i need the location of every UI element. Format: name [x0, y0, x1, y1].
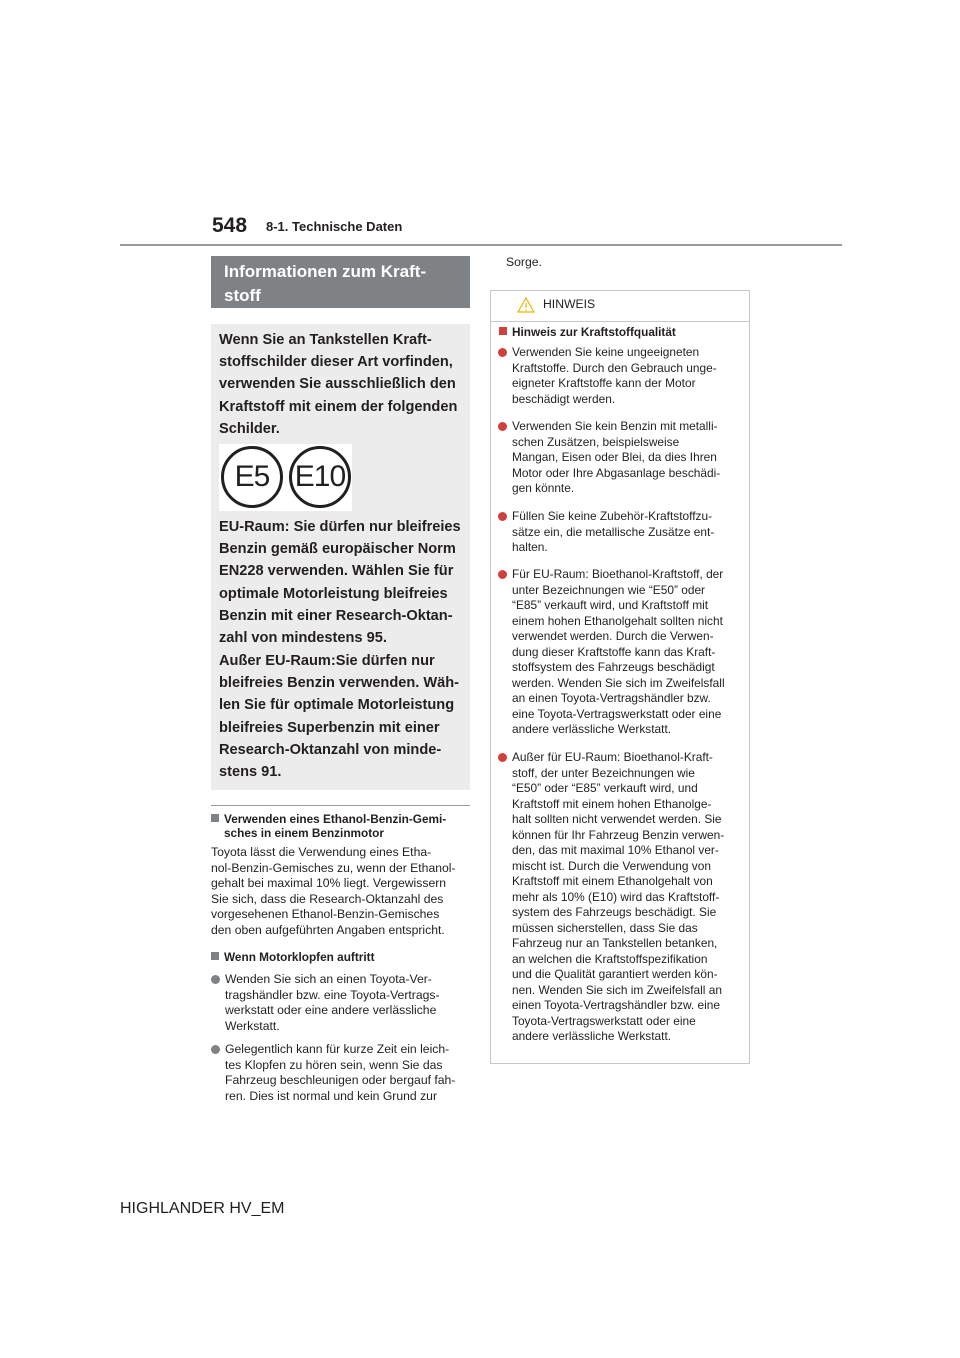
ethanol-heading: Verwenden eines Ethanol-Benzin-Gemi- sches in einem Benzinmotor: [224, 812, 447, 840]
ethanol-heading-wrap: [211, 812, 474, 840]
list-item: [498, 750, 752, 1045]
notice-header: [491, 291, 749, 322]
notice-bullet-4: Für EU-Raum: Bioethanol-Kraftstoff, der unter Bezeichnungen wie “E50” oder “E85” verkauft wird, und Kraftstoff mit einem hohen Ethanolgehalt sollten nicht verwendet werden. Durch die Verwen- dung dieser Kraftstoffe kann das Kraft- stoffsystem des Fahrzeugs beschädigt werden. Wenden Sie sich im Zweifelsfall an einen Toyota-Vertragshändler bzw. eine Toyota-Vertragswerkstatt oder eine andere verlässliche Werkstatt.: [512, 567, 725, 736]
round-bullet-icon: [498, 753, 507, 762]
warning-triangle-icon: [517, 297, 535, 313]
notice-bullet-3: Füllen Sie keine Zubehör-Kraftstoffzu- sätze ein, die metallische Zusätze ent- halten.: [512, 509, 715, 554]
square-bullet-icon: [211, 814, 219, 822]
notice-label: HINWEIS: [543, 297, 596, 311]
section-rule: [211, 805, 470, 806]
square-bullet-icon: [499, 327, 507, 335]
info-box: [211, 324, 470, 790]
round-bullet-icon: [211, 1045, 220, 1054]
section-title: 8-1. Technische Daten: [266, 219, 403, 234]
knock-heading-wrap: [211, 950, 474, 964]
knock-bullet-2: Gelegentlich kann für kurze Zeit ein leich- tes Klopfen zu hören sein, wenn Sie das Fahrzeug beschleunigen oder bergauf fah- ren. Dies ist normal und kein Grund zur: [225, 1042, 456, 1103]
list-item: [498, 509, 752, 556]
knock-heading: Wenn Motorklopfen auftritt: [224, 950, 375, 964]
list-item: [211, 972, 475, 1034]
notice-bullet-1: Verwenden Sie keine ungeeigneten Kraftstoffe. Durch den Gebrauch unge- eigneter Kraftstoffe kann der Motor beschädigt werden.: [512, 345, 717, 406]
header-rule: [120, 244, 842, 246]
notice-heading-wrap: [499, 325, 752, 339]
square-bullet-icon: [211, 952, 219, 960]
knock-bullet-1: Wenden Sie sich an einen Toyota-Ver- tragshändler bzw. eine Toyota-Vertrags- werkstatt oder eine andere verlässliche Werkstatt.: [225, 972, 440, 1033]
notice-bullet-2: Verwenden Sie kein Benzin mit metalli- schen Zusätzen, beispielsweise Mangan, Eisen oder Blei, da dies Ihren Motor oder Ihre Abgasanlage beschädi- gen könnte.: [512, 419, 721, 495]
info-paragraph-labels: Wenn Sie an Tankstellen Kraft- stoffschilder dieser Art vorfinden, verwenden Sie ausschließlich den Kraftstoff mit einem der folgenden Schilder.: [219, 332, 458, 437]
page-number: 548: [212, 214, 248, 237]
list-item: [211, 1042, 477, 1104]
round-bullet-icon: [498, 348, 507, 357]
round-bullet-icon: [498, 570, 507, 579]
fuel-label-logos: [219, 444, 352, 511]
e5-label-icon: E5: [221, 446, 283, 508]
list-item: [498, 345, 752, 407]
info-paragraph-eu: EU-Raum: Sie dürfen nur bleifreies Benzin gemäß europäischer Norm EN228 verwenden. Wählen Sie für optimale Motorleistung bleifreies Benzin mit einer Research-Oktan- zahl von mindestens 95.: [219, 519, 461, 647]
e10-label-icon: E10: [289, 446, 351, 508]
info-paragraph-non-eu: Außer EU-Raum:Sie dürfen nur bleifreies Benzin verwenden. Wäh- len Sie für optimale Motorleistung bleifreies Superbenzin mit einer Research-Oktanzahl von minde- stens 91.: [219, 653, 460, 781]
notice-box: [490, 290, 750, 1064]
footer-model: HIGHLANDER HV_EM: [120, 1200, 285, 1217]
round-bullet-icon: [498, 512, 507, 521]
notice-bullet-5: Außer für EU-Raum: Bioethanol-Kraft- stoff, der unter Bezeichnungen wie “E50” oder “E85” verkauft wird, und Kraftstoff mit einem hohen Ethanolge- halt sollten nicht verwendet werden. Sie können für Ihr Fahrzeug Benzin verwen- den, das mit maximal 10% Ethanol ver- mischt ist. Durch die Verwendung von Kraftstoff mit einem Ethanolgehalt von mehr als 10% (E10) wird das Kraftstoff- system des Fahrzeugs beschädigt. Sie müssen sicherstellen, dass Sie das Fahrzeug nur an Tankstellen betanken, an welchen die Kraftstoffspezifikation und die Qualität garantiert werden kön- nen. Wenden Sie sich im Zweifelsfall an einen Toyota-Vertragshändler bzw. eine Toyota-Vertragswerkstatt oder eine andere verlässliche Werkstatt.: [512, 750, 725, 1043]
round-bullet-icon: [211, 975, 220, 984]
ethanol-text: Toyota lässt die Verwendung eines Etha- nol-Benzin-Gemisches zu, wenn der Ethanol- gehalt bei maximal 10% liegt. Vergewissern Sie sich, dass die Research-Oktanzahl des vorgesehenen Ethanol-Benzin-Gemisches den oben aufgeführten Angaben entspricht.: [211, 845, 456, 937]
round-bullet-icon: [498, 422, 507, 431]
list-item: [498, 567, 752, 738]
notice-heading: Hinweis zur Kraftstoffqualität: [512, 325, 676, 339]
list-item: [498, 419, 752, 497]
info-heading: Informationen zum Kraft- stoff: [211, 256, 470, 308]
continued-text: Sorge.: [506, 255, 542, 269]
